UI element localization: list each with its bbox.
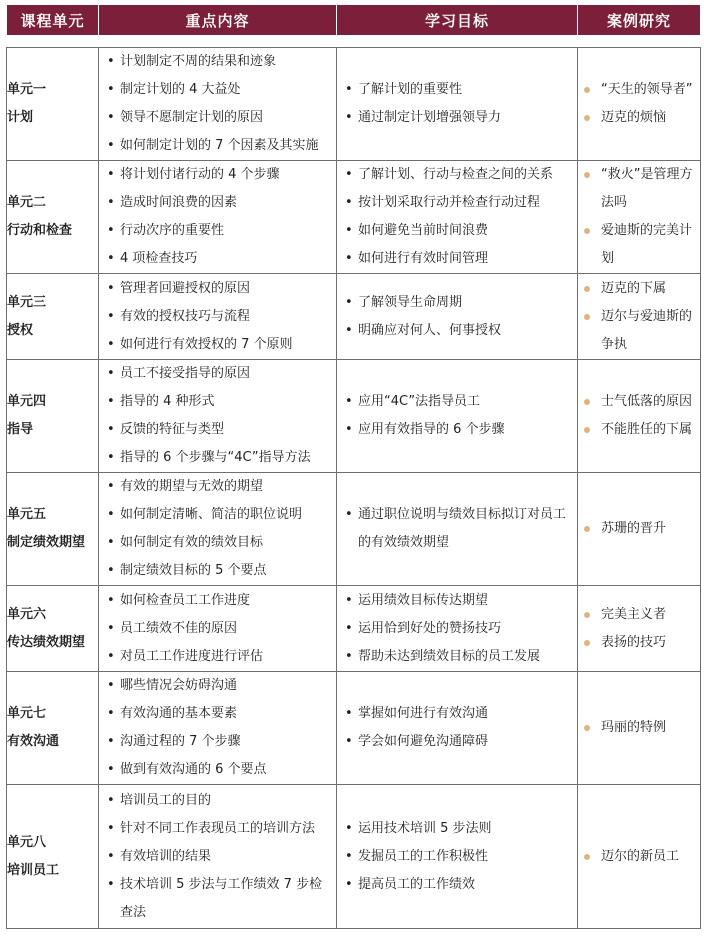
cases-cell — [578, 586, 701, 672]
cases-cell — [578, 785, 701, 929]
goal-item: • 了解计划、行动与检查之间的关系 — [345, 161, 571, 189]
goals-list — [337, 161, 577, 273]
unit-title: 单元一 — [7, 82, 47, 97]
header-row — [7, 5, 701, 35]
goals-cell — [337, 161, 578, 274]
case-item: 表扬的技巧 — [584, 629, 696, 657]
header-cases: 案例研究 — [578, 5, 701, 35]
goal-item: • 如何避免当前时间浪费 — [345, 217, 571, 245]
content-item: • 如何制定有效的绩效目标 — [107, 529, 330, 557]
case-item: 玛丽的特例 — [584, 714, 696, 742]
content-item: • 员工不接受指导的原因 — [107, 360, 330, 388]
case-item: 迈尔的新员工 — [584, 843, 696, 871]
content-item: • 将计划付诸行动的 4 个步骤 — [107, 161, 330, 189]
goals-list — [337, 289, 577, 345]
case-item: 爱迪斯的完美计划 — [584, 217, 696, 273]
content-list — [99, 672, 336, 784]
cases-cell — [578, 161, 701, 274]
content-cell — [99, 473, 337, 586]
cases-cell — [578, 672, 701, 785]
content-item: • 沟通过程的 7 个步骤 — [107, 728, 330, 756]
goal-item: • 运用绩效目标传达期望 — [345, 587, 571, 615]
goals-list — [337, 587, 577, 671]
content-list — [99, 275, 336, 359]
goals-cell — [337, 274, 578, 360]
goal-item: • 提高员工的工作绩效 — [345, 871, 571, 899]
content-item: • 有效的期望与无效的期望 — [107, 473, 330, 501]
content-list — [99, 787, 336, 927]
goal-item: • 运用技术培训 5 步法则 — [345, 815, 571, 843]
goal-item: • 掌握如何进行有效沟通 — [345, 700, 571, 728]
goal-item: • 帮助未达到绩效目标的员工发展 — [345, 643, 571, 671]
unit-name: 计划 — [7, 110, 34, 125]
table-row — [7, 274, 701, 360]
unit-cell — [7, 785, 99, 929]
content-item: • 领导不愿制定计划的原因 — [107, 104, 330, 132]
goals-cell — [337, 473, 578, 586]
unit-cell — [7, 360, 99, 473]
table-row — [7, 672, 701, 785]
table-row — [7, 785, 701, 929]
cases-cell — [578, 48, 701, 161]
cases-list — [578, 601, 700, 657]
content-cell — [99, 785, 337, 929]
unit-cell — [7, 161, 99, 274]
content-item: • 造成时间浪费的因素 — [107, 189, 330, 217]
table-row — [7, 473, 701, 586]
unit-title: 单元六 — [7, 606, 47, 622]
goals-list — [337, 76, 577, 132]
goal-item: • 发掘员工的工作积极性 — [345, 843, 571, 871]
unit-title: 单元二 — [7, 195, 47, 210]
goal-item: • 应用“4C”法指导员工 — [345, 388, 571, 416]
table-row — [7, 586, 701, 672]
goal-item: • 运用恰到好处的赞扬技巧 — [345, 615, 571, 643]
content-item: • 员工绩效不佳的原因 — [107, 615, 330, 643]
cases-cell — [578, 473, 701, 586]
content-cell — [99, 586, 337, 672]
goal-item: • 应用有效指导的 6 个步骤 — [345, 416, 571, 444]
case-item: “救火”是管理方法吗 — [584, 161, 696, 217]
table-row — [7, 161, 701, 274]
goal-item: • 学会如何避免沟通障碍 — [345, 728, 571, 756]
content-item: • 计划制定不周的结果和迹象 — [107, 48, 330, 76]
content-item: • 有效培训的结果 — [107, 843, 330, 871]
case-item: 迈克的烦恼 — [584, 104, 696, 132]
content-cell — [99, 274, 337, 360]
goals-cell — [337, 672, 578, 785]
goals-cell — [337, 785, 578, 929]
unit-name: 授权 — [7, 322, 34, 338]
content-cell — [99, 161, 337, 274]
content-item: • 做到有效沟通的 6 个要点 — [107, 756, 330, 784]
cases-list — [578, 515, 700, 543]
goals-cell — [337, 586, 578, 672]
content-item: • 哪些情况会妨碍沟通 — [107, 672, 330, 700]
content-cell — [99, 360, 337, 473]
cases-list — [578, 76, 700, 132]
unit-name: 传达绩效期望 — [7, 634, 86, 650]
case-item: 完美主义者 — [584, 601, 696, 629]
header-content: 重点内容 — [99, 5, 337, 35]
goal-item: • 通过职位说明与绩效目标拟订对员工的有效绩效期望 — [345, 501, 571, 557]
unit-name: 有效沟通 — [7, 734, 60, 749]
goals-list — [337, 501, 577, 557]
unit-title: 单元五 — [7, 507, 47, 522]
goal-item: • 如何进行有效时间管理 — [345, 245, 571, 273]
cases-cell — [578, 274, 701, 360]
content-item: • 如何检查员工工作进度 — [107, 587, 330, 615]
content-cell — [99, 672, 337, 785]
content-list — [99, 473, 336, 585]
content-item: • 制定绩效目标的 5 个要点 — [107, 557, 330, 585]
goals-list — [337, 815, 577, 899]
unit-cell — [7, 48, 99, 161]
unit-cell — [7, 586, 99, 672]
unit-cell — [7, 672, 99, 785]
content-item: • 如何进行有效授权的 7 个原则 — [107, 331, 330, 359]
content-item: • 指导的 4 种形式 — [107, 388, 330, 416]
content-list — [99, 161, 336, 273]
case-item: 苏珊的晋升 — [584, 515, 696, 543]
content-item: • 管理者回避授权的原因 — [107, 275, 330, 303]
cases-cell — [578, 360, 701, 473]
goal-item: • 了解领导生命周期 — [345, 289, 571, 317]
unit-cell — [7, 274, 99, 360]
unit-title: 单元三 — [7, 294, 47, 310]
unit-name: 指导 — [7, 422, 34, 437]
table-body — [7, 35, 701, 929]
goals-cell — [337, 360, 578, 473]
cases-list — [578, 714, 700, 742]
content-item: • 制定计划的 4 大益处 — [107, 76, 330, 104]
table-row — [7, 48, 701, 161]
unit-cell — [7, 473, 99, 586]
cases-list — [578, 388, 700, 444]
content-item: • 如何制定计划的 7 个因素及其实施 — [107, 132, 330, 160]
unit-title: 单元四 — [7, 394, 47, 409]
content-item: • 技术培训 5 步法与工作绩效 7 步检查法 — [107, 871, 330, 927]
unit-name: 培训员工 — [7, 862, 60, 878]
unit-title: 单元八 — [7, 834, 47, 850]
case-item: 迈尔与爱迪斯的争执 — [584, 303, 696, 359]
content-list — [99, 360, 336, 472]
goals-list — [337, 388, 577, 444]
unit-name: 行动和检查 — [7, 223, 73, 238]
case-item: “天生的领导者” — [584, 76, 696, 104]
content-item: • 有效沟通的基本要素 — [107, 700, 330, 728]
content-item: • 反馈的特征与类型 — [107, 416, 330, 444]
goals-cell — [337, 48, 578, 161]
content-list — [99, 48, 336, 160]
content-item: • 有效的授权技巧与流程 — [107, 303, 330, 331]
goal-item: • 通过制定计划增强领导力 — [345, 104, 571, 132]
goal-item: • 按计划采取行动并检查行动过程 — [345, 189, 571, 217]
content-item: • 行动次序的重要性 — [107, 217, 330, 245]
case-item: 士气低落的原因 — [584, 388, 696, 416]
cases-list — [578, 275, 700, 359]
unit-name: 制定绩效期望 — [7, 535, 86, 550]
goals-list — [337, 700, 577, 756]
content-item: • 指导的 6 个步骤与“4C”指导方法 — [107, 444, 330, 472]
course-table — [6, 5, 701, 929]
spacer-row — [7, 35, 701, 48]
content-list — [99, 587, 336, 671]
goal-item: • 明确应对何人、何事授权 — [345, 317, 571, 345]
case-item: 不能胜任的下属 — [584, 416, 696, 444]
table-row — [7, 360, 701, 473]
content-item: • 培训员工的目的 — [107, 787, 330, 815]
cases-list — [578, 161, 700, 273]
content-item: • 对员工工作进度进行评估 — [107, 643, 330, 671]
content-item: • 如何制定清晰、简洁的职位说明 — [107, 501, 330, 529]
goal-item: • 了解计划的重要性 — [345, 76, 571, 104]
content-cell — [99, 48, 337, 161]
unit-title: 单元七 — [7, 706, 47, 721]
header-unit: 课程单元 — [7, 5, 99, 35]
header-goals: 学习目标 — [337, 5, 578, 35]
content-item: • 针对不同工作表现员工的培训方法 — [107, 815, 330, 843]
case-item: 迈克的下属 — [584, 275, 696, 303]
cases-list — [578, 843, 700, 871]
content-item: • 4 项检查技巧 — [107, 245, 330, 273]
